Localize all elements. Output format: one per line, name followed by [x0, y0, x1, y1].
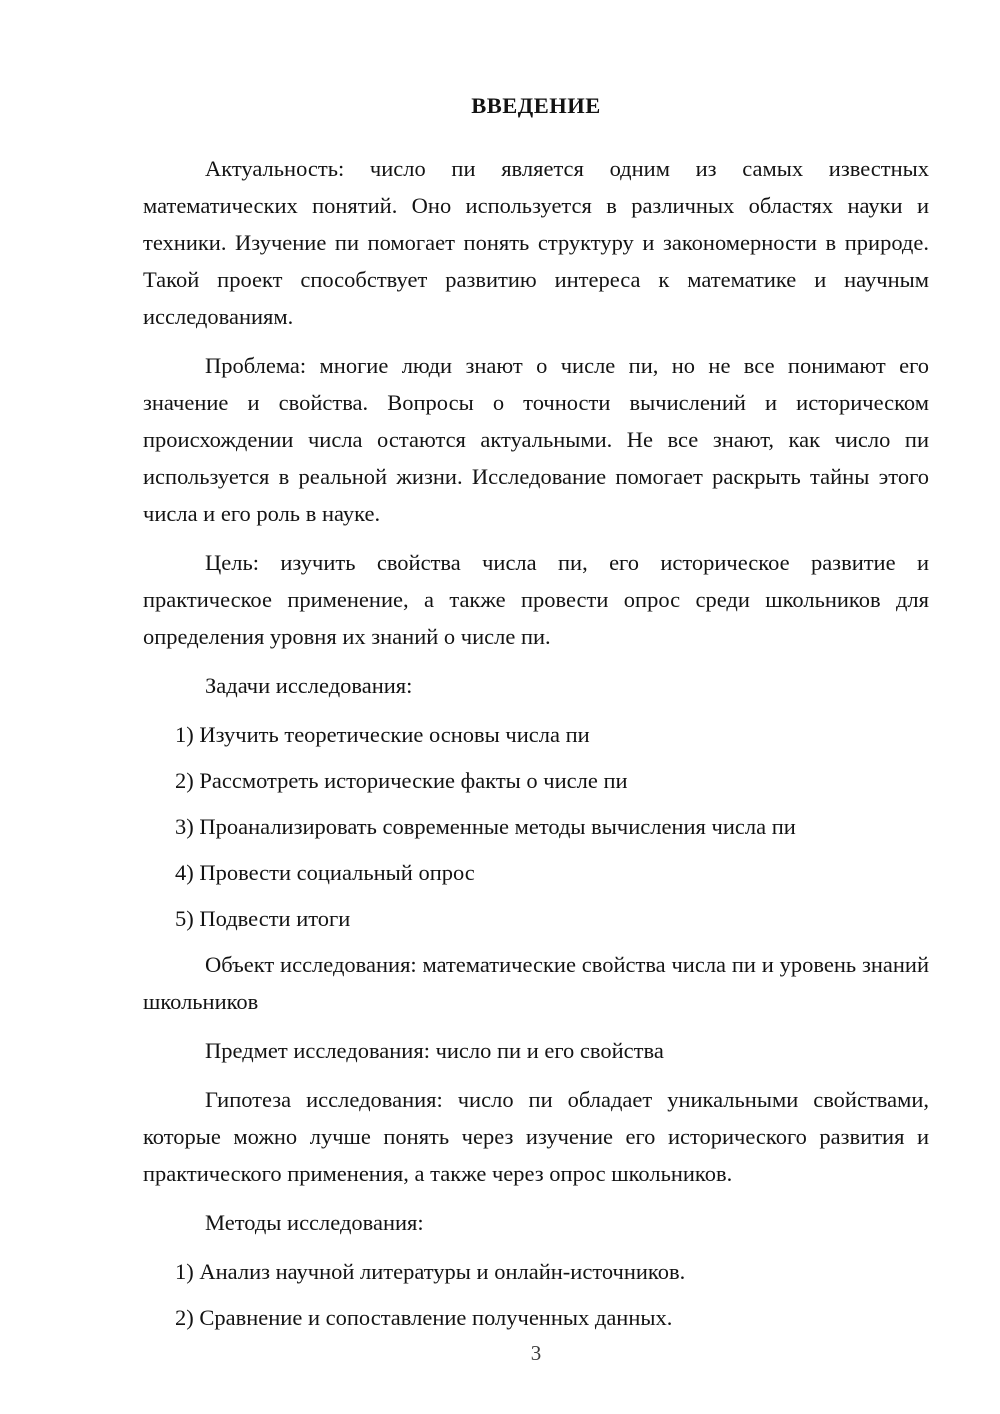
- task-list-item: 5) Подвести итоги: [175, 906, 351, 931]
- task-list-item: 1) Изучить теоретические основы числа пи: [175, 722, 590, 747]
- task-list-item: 4) Провести социальный опрос: [175, 860, 475, 885]
- task-list-item: 3) Проанализировать современные методы вычисления числа пи: [175, 814, 796, 839]
- page-number: 3: [530, 1341, 542, 1365]
- paragraph-problem: Проблема: многие люди знают о числе пи, но не все понимают его значение и свойства. Вопросы о точности вычислений и историческом происхождении числа остаются актуальными. Не все знают, как число пи используется в реальной жизни. Исследование помогает раскрыть тайны этого числа и его роль в науке.: [143, 353, 929, 526]
- method-list-item: 1) Анализ научной литературы и онлайн-источников.: [175, 1259, 686, 1284]
- paragraph-hypothesis: Гипотеза исследования: число пи обладает уникальными свойствами, которые можно лучше понять через изучение его исторического развития и практического применения, а также через опрос школьников.: [143, 1087, 929, 1186]
- method-list-item: 2) Сравнение и сопоставление полученных данных.: [175, 1305, 673, 1330]
- paragraph-goal: Цель: изучить свойства числа пи, его историческое развитие и практическое применение, а также провести опрос среди школьников для определения уровня их знаний о числе пи.: [143, 550, 929, 649]
- paragraph-subject: Предмет исследования: число пи и его свойства: [205, 1038, 664, 1063]
- paragraph-relevance: Актуальность: число пи является одним из самых известных математических понятий. Оно используется в различных областях науки и техники. Изучение пи помогает понять структуру и закономерности в природе. Такой проект способствует развитию интереса к математике и научным исследованиям.: [143, 156, 929, 329]
- paragraph-object: Объект исследования: математические свойства числа пи и уровень знаний школьников: [143, 952, 929, 1014]
- task-list-item: 2) Рассмотреть исторические факты о числе пи: [175, 768, 628, 793]
- tasks-heading: Задачи исследования:: [205, 673, 413, 698]
- methods-heading: Методы исследования:: [205, 1210, 424, 1235]
- page-title: ВВЕДЕНИЕ: [471, 93, 601, 118]
